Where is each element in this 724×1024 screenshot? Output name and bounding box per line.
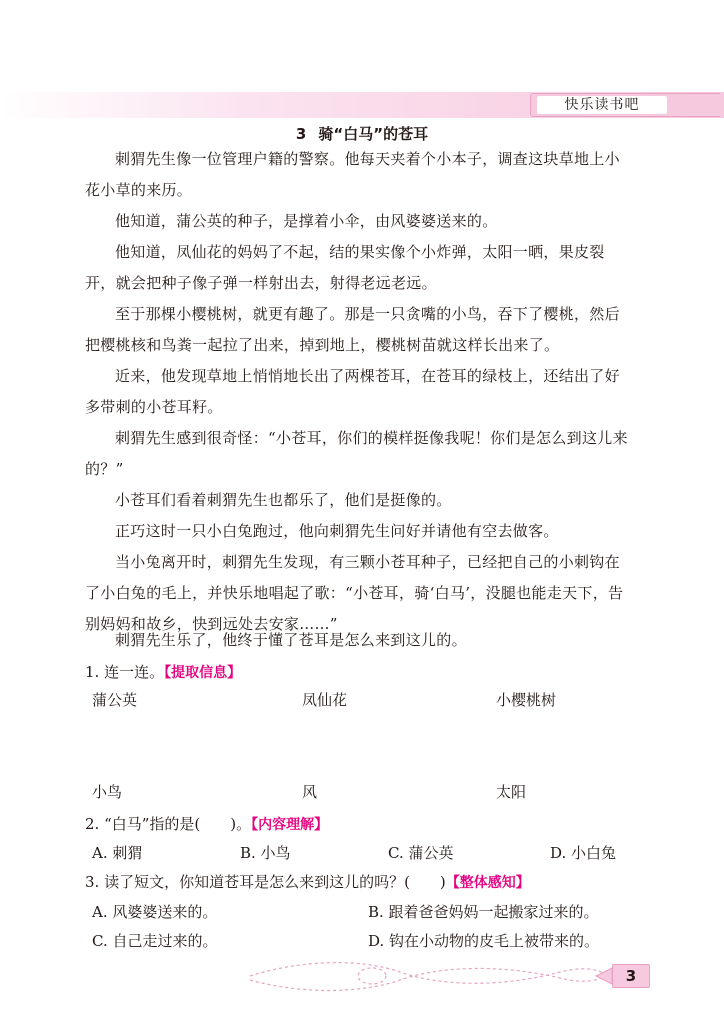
match-bottom-3[interactable]: 太阳 xyxy=(496,783,527,801)
match-bottom-1[interactable]: 小鸟 xyxy=(92,783,123,801)
section-title: 快乐读书吧 xyxy=(537,96,667,114)
question-1 xyxy=(85,662,645,683)
paragraph-7: 小苍耳们看着刺猬先生也都乐了，他们是挺像的。 xyxy=(115,491,452,509)
question-3-text: 3. 读了短文，你知道苍耳是怎么来到这儿的吗？( ) xyxy=(85,873,446,891)
paragraph-6: 刺猬先生感到很奇怪：“小苍耳，你们的模样挺像我呢！你们是怎么到这儿来的？” xyxy=(85,429,628,478)
paragraph-5: 近来，他发现草地上悄悄地长出了两棵苍耳，在苍耳的绿枝上，还结出了好多带刺的小苍耳籽。 xyxy=(85,367,620,416)
question-3-option-c[interactable]: C. 自己走过来的。 xyxy=(92,932,218,950)
paragraph-3: 他知道，凤仙花的妈妈了不起，结的果实像个小炸弹，太阳一晒，果皮裂开，就会把种子像子弹一样射出去，射得老远老远。 xyxy=(85,243,605,292)
match-top-2[interactable]: 凤仙花 xyxy=(302,691,348,709)
section-header-tab xyxy=(530,93,720,117)
paragraph-1: 刺猬先生像一位管理户籍的警察。他每天夹着个小本子，调查这块草地上小花小草的来历。 xyxy=(85,150,620,199)
question-2-option-c[interactable]: C. 蒲公英 xyxy=(388,844,454,862)
question-1-text: 1. 连一连。 xyxy=(85,663,165,681)
story-title-text: 骑“白马”的苍耳 xyxy=(318,125,429,143)
paragraph-10: 刺猬先生乐了，他终于懂了苍耳是怎么来到这儿的。 xyxy=(115,631,467,649)
page-number: 3 xyxy=(612,964,650,988)
question-1-tag: 【提取信息】 xyxy=(164,665,242,681)
question-3-option-d[interactable]: D. 钩在小动物的皮毛上被带来的。 xyxy=(368,932,600,950)
match-top-1[interactable]: 蒲公英 xyxy=(92,691,138,709)
footer-loop xyxy=(358,968,386,984)
story-number: 3 xyxy=(295,125,307,143)
match-top-3[interactable]: 小樱桃树 xyxy=(496,691,557,709)
question-2-tag: 【内容理解】 xyxy=(251,817,329,833)
question-2-option-a[interactable]: A. 刺猬 xyxy=(92,844,143,862)
paragraph-2: 他知道，蒲公英的种子，是撑着小伞，由风婆婆送来的。 xyxy=(115,212,498,230)
question-2-option-d[interactable]: D. 小白兔 xyxy=(550,844,617,862)
question-3-tag: 【整体感知】 xyxy=(445,875,530,891)
question-3 xyxy=(85,872,645,893)
question-2 xyxy=(85,814,645,835)
page-arrow-icon xyxy=(596,968,612,984)
question-3-option-a[interactable]: A. 风婆婆送来的。 xyxy=(92,903,218,921)
paragraph-9: 当小兔离开时，刺猬先生发现，有三颗小苍耳种子，已经把自己的小刺钩在了小白兔的毛上，并快乐地唱起了歌：“小苍耳，骑‘白马’，没腿也能走天下，告别妈妈和故乡，快到远处去安家……” xyxy=(85,553,624,633)
story-title xyxy=(0,124,724,144)
question-3-option-b[interactable]: B. 跟着爸爸妈妈一起搬家过来的。 xyxy=(368,903,599,921)
question-2-option-b[interactable]: B. 小鸟 xyxy=(240,844,291,862)
question-2-text: 2. “白马”指的是( )。 xyxy=(85,815,252,833)
paragraph-8: 正巧这时一只小白兔跑过，他向刺猬先生问好并请他有空去做客。 xyxy=(115,522,559,540)
match-bottom-2[interactable]: 风 xyxy=(302,783,318,801)
paragraph-4: 至于那棵小樱桃树，就更有趣了。那是一只贪嘴的小鸟，吞下了樱桃，然后把樱桃核和鸟粪一起拉了出来，掉到地上，樱桃树苗就这样长出来了。 xyxy=(85,305,620,354)
